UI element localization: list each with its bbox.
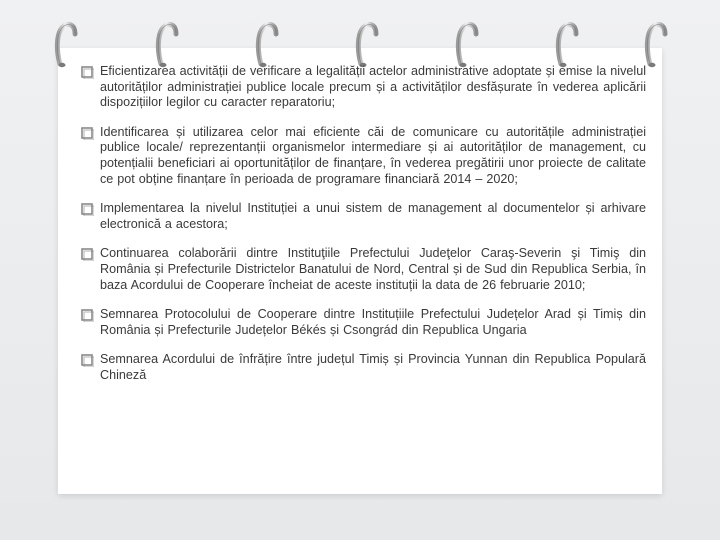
list-item [80, 64, 646, 111]
list-item [80, 246, 646, 293]
list-item-text: Identificarea și utilizarea celor mai eficiente căi de comunicare cu autoritățile administrației publice locale/ reprezentanții organismelor intermediare și ai autorităților de management, cu potențialii beneficiari ai oportunităților de finanțare, în vederea pregătirii unor proiecte de calitate ce pot obține finanțare în perioada de programare financiară 2014 – 2020; [100, 124, 646, 186]
list-item-text: Continuarea colaborării dintre Instituţiile Prefectului Judeţelor Caraş-Severin şi Timiş din România și Prefecturile Districtelor Banatului de Nord, Central și de Sud din Republica Serbia, în baza Acordului de Cooperare încheiat de aceste instituții la data de 26 februarie 2010; [100, 246, 646, 292]
ring-icon [54, 20, 78, 70]
list-item [80, 201, 646, 232]
checkbox-bullet-icon [80, 246, 100, 263]
ring-icon [455, 20, 479, 70]
checkbox-bullet-icon [80, 125, 100, 142]
ring-icon [555, 20, 579, 70]
checkbox-bullet-icon [80, 64, 100, 81]
list-item [80, 125, 646, 187]
ring-icon [355, 20, 379, 70]
ring-icon [255, 20, 279, 70]
bullet-list [80, 64, 646, 398]
list-item-text: Semnarea Acordului de înfrățire între județul Timiș și Provincia Yunnan din Republica Populară Chineză [100, 352, 646, 382]
list-item-text: Implementarea la nivelul Instituției a unui sistem de management al documentelor și arhivare electronică a acestora; [100, 201, 646, 231]
list-item-text: Eficientizarea activității de verificare a legalității actelor administrative adoptate și emise la nivelul autorităților administrației publice locale precum și a activităților desfășurate în vederea aplicării dispozițiilor legilor cu caracter reparatoriu; [100, 64, 646, 110]
ring-icon [155, 20, 179, 70]
checkbox-bullet-icon [80, 352, 100, 369]
list-item-text: Semnarea Protocolului de Cooperare dintre Instituțiile Prefectului Județelor Arad și Timiș din România și Prefecturile Județelor Békés și Csongrád din Republica Ungaria [100, 307, 646, 337]
ring-icon [644, 20, 668, 70]
list-item [80, 307, 646, 338]
list-item [80, 352, 646, 383]
checkbox-bullet-icon [80, 307, 100, 324]
checkbox-bullet-icon [80, 201, 100, 218]
